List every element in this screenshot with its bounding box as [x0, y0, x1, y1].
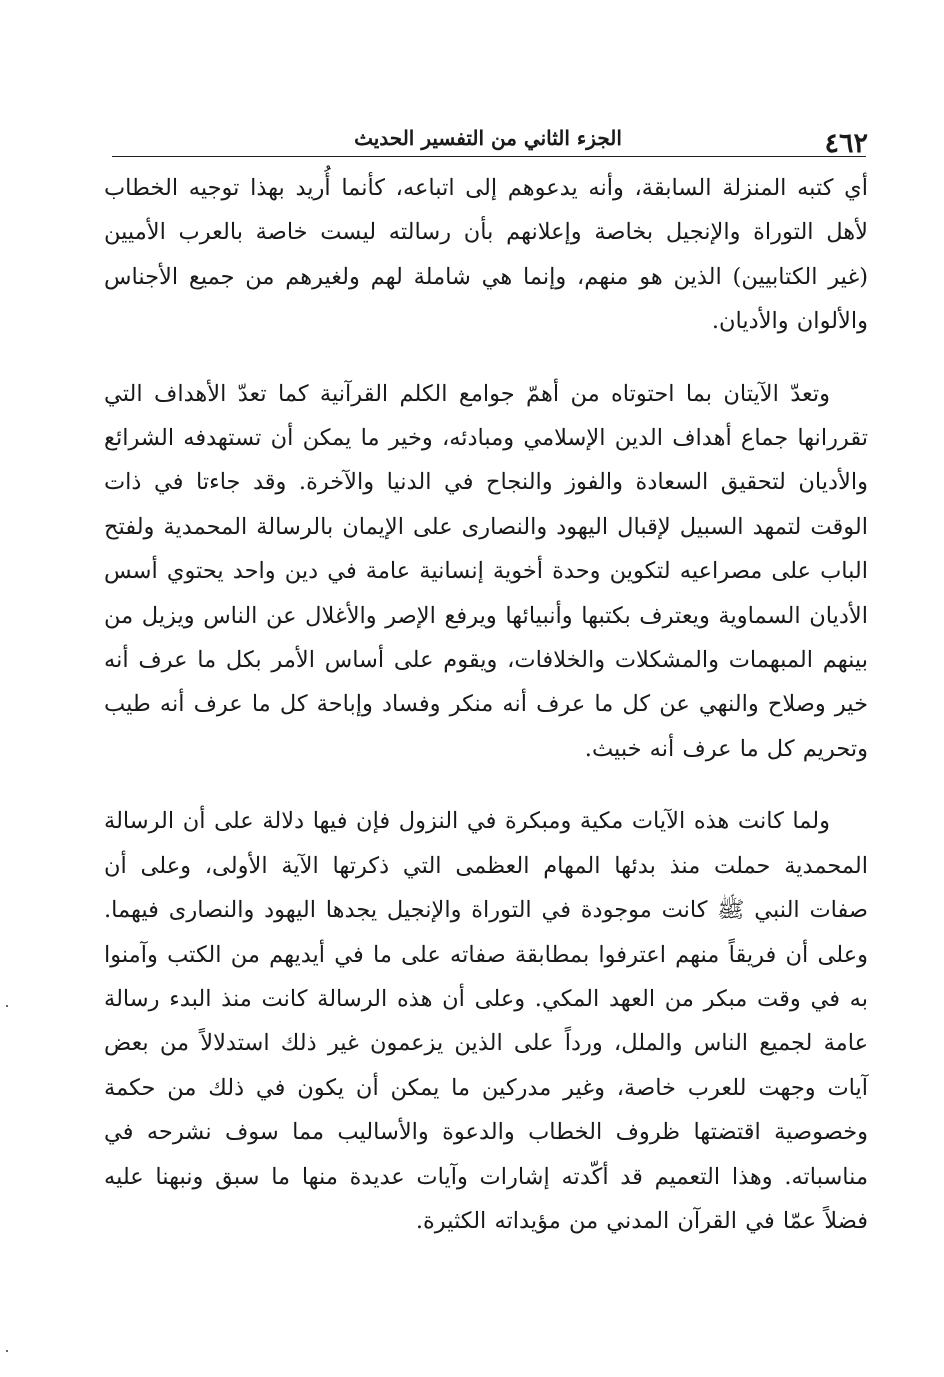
page-number: ٤٦٢ — [824, 128, 868, 159]
paragraph-3: ولما كانت هذه الآيات مكية ومبكرة في النزول فإن فيها دلالة على أن الرسالة المحمدية حملت منذ بدئها المهام العظمى التي ذكرتها الآية الأولى، وعلى أن صفات النبي ﷺ كانت موجودة في التوراة والإنجيل يجدها اليهود والنصارى فيهما. وعلى أن فريقاً منهم اعترفوا بمطابقة صفاته على ما في أيديهم من الكتب وآمنوا به في وقت مبكر من العهد المكي. وعلى أن هذه الرسالة كانت منذ البدء رسالة عامة لجميع الناس والملل، ورداً على الذين يزعمون غير ذلك استدلالاً من بعض آيات وجهت للعرب خاصة، وغير مدركين ما يمكن أن يكون في ذلك من حكمة وخصوصية اقتضتها ظروف الخطاب والدعوة والأساليب مما سوف نشرحه في مناسباته. وهذا التعميم قد أكّدته إشارات وآيات عديدة منها ما سبق ونبهنا عليه فضلاً عمّا في القرآن المدني من مؤيداته الكثيرة. — [104, 808, 868, 1234]
header-divider — [112, 156, 866, 157]
scan-mark — [6, 1350, 8, 1352]
paragraph-1: أي كتبه المنزلة السابقة، وأنه يدعوهم إلى اتباعه، كأنما أُريد بهذا توجيه الخطاب لأهل التوراة والإنجيل بخاصة وإعلانهم بأن رسالته ليست خاصة بالعرب الأميين (غير الكتابيين) الذين هو منهم، وإنما هي شاملة لهم ولغيرهم من جميع الأجناس والألوان والأديان. — [104, 175, 868, 335]
body-text — [104, 166, 868, 1243]
running-title: الجزء الثاني من التفسير الحديث — [354, 126, 622, 150]
scan-mark — [6, 1005, 8, 1007]
page-header — [108, 118, 868, 158]
paragraph-2: وتعدّ الآيتان بما احتوتاه من أهمّ جوامع الكلم القرآنية كما تعدّ الأهداف التي تقررانها جماع أهداف الدين الإسلامي ومبادئه، وخير ما يمكن أن تستهدفه الشرائع والأديان لتحقيق السعادة والفوز والنجاح في الدنيا والآخرة. وقد جاءتا في ذات الوقت لتمهد السبيل لإقبال اليهود والنصارى على الإيمان بالرسالة المحمدية ولفتح الباب على مصراعيه لتكوين وحدة أخوية إنسانية عامة في دين واحد يحتوي أسس الأديان السماوية ويعترف بكتبها وأنبيائها ويرفع الإصر والأغلال عن الناس ويزيل من بينهم المبهمات والمشكلات والخلافات، ويقوم على أساس الأمر بكل ما عرف أنه خير وصلاح والنهي عن كل ما عرف أنه منكر وفساد وإباحة كل ما عرف أنه طيب وتحريم كل ما عرف أنه خبيث. — [104, 380, 868, 762]
